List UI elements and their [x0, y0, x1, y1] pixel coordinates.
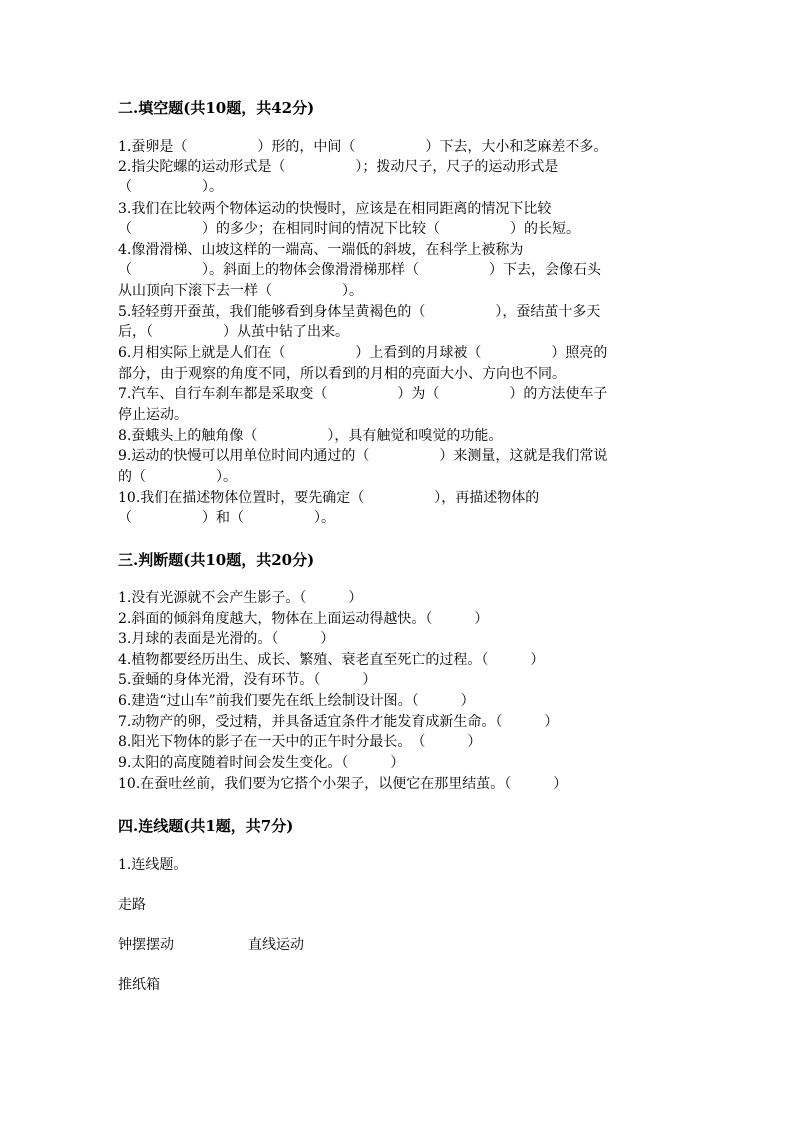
section-3-title: 三.判断题(共10题，共20分) [118, 551, 315, 569]
fill-blank-line: 后，（ ）从茧中钻了出来。 [118, 324, 349, 340]
true-false-line: 7.动物产的卵，受过精，并具备适宜条件才能发育成新生命。（ ） [118, 714, 559, 730]
fill-blank-line: 6.月相实际上就是人们在（ ）上看到的月球被（ ）照亮的 [118, 345, 608, 361]
fill-blank-line: 2.指尖陀螺的运动形式是（ ）；拨动尺子，尺子的运动形式是 [118, 159, 559, 175]
fill-blank-line: （ ）。斜面上的物体会像滑滑梯那样（ ）下去，会像石头 [118, 262, 601, 278]
matching-right-item: 直线运动 [248, 937, 304, 953]
fill-blank-line: （ ）。 [118, 179, 223, 195]
matching-left-item: 钟摆摆动 [118, 937, 174, 953]
fill-blank-line: 停止运动。 [118, 407, 188, 423]
fill-blank-line: （ ）和（ ）。 [118, 510, 335, 526]
matching-question: 1.连线题。 [118, 857, 188, 873]
matching-left-item: 推纸箱 [118, 977, 160, 993]
fill-blank-line: 从山顶向下滚下去一样（ ）。 [118, 283, 363, 299]
fill-blank-line: 4.像滑滑梯、山坡这样的一端高、一端低的斜坡，在科学上被称为 [118, 242, 524, 258]
true-false-line: 2.斜面的倾斜角度越大，物体在上面运动得越快。（ ） [118, 611, 489, 627]
true-false-line: 3.月球的表面是光滑的。（ ） [118, 631, 335, 647]
matching-left-item: 走路 [118, 897, 146, 913]
section-2-title: 二.填空题(共10题，共42分) [118, 99, 315, 117]
true-false-line: 9.太阳的高度随着时间会发生变化。（ ） [118, 755, 405, 771]
true-false-line: 1.没有光源就不会产生影子。（ ） [118, 590, 363, 606]
true-false-line: 10.在蚕吐丝前，我们要为它搭个小架子，以便它在那里结茧。（ ） [118, 776, 568, 792]
fill-blank-line: 8.蚕蛾头上的触角像（ ），具有触觉和嗅觉的功能。 [118, 428, 503, 444]
fill-blank-line: 10.我们在描述物体位置时，要先确定（ ），再描述物体的 [118, 490, 540, 506]
fill-blank-line: 9.运动的快慢可以用单位时间内通过的（ ）来测量，这就是我们常说 [118, 448, 608, 464]
fill-blank-line: 3.我们在比较两个物体运动的快慢时，应该是在相同距离的情况下比较 [118, 201, 552, 217]
section-4-title: 四.连线题(共1题，共7分) [118, 817, 294, 835]
fill-blank-line: 部分，由于观察的角度不同，所以看到的月相的亮面大小、方向也不同。 [118, 366, 566, 382]
true-false-line: 8.阳光下物体的影子在一天中的正午时分最长。 （ ） [118, 734, 482, 750]
fill-blank-line: （ ）的多少；在相同时间的情况下比较（ ）的长短。 [118, 221, 580, 237]
true-false-line: 6.建造“过山车”前我们要先在纸上绘制设计图。（ ） [118, 693, 475, 709]
fill-blank-line: 5.轻轻剪开蚕茧，我们能够看到身体呈黄褐色的（ ），蚕结茧十多天 [118, 304, 601, 320]
fill-blank-line: 的（ ）。 [118, 469, 237, 485]
true-false-line: 4.植物都要经历出生、成长、繁殖、衰老直至死亡的过程。（ ） [118, 652, 545, 668]
fill-blank-line: 1.蚕卵是（ ）形的，中间（ ）下去，大小和芝麻差不多。 [118, 139, 608, 155]
true-false-line: 5.蚕蛹的身体光滑，没有环节。（ ） [118, 672, 377, 688]
fill-blank-line: 7.汽车、自行车刹车都是采取变（ ）为（ ）的方法使车子 [118, 386, 608, 402]
